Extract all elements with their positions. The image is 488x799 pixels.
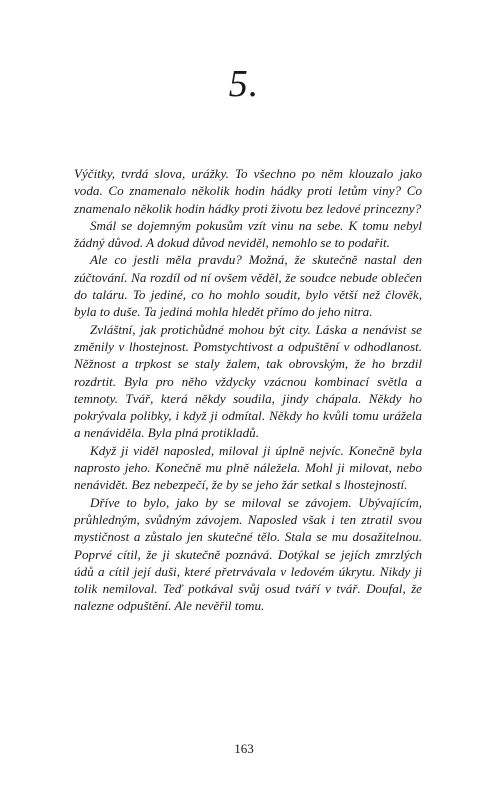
body-text — [74, 165, 422, 615]
paragraph: Zvláštní, jak protichůdné mohou být city. Láska a nenávist se změnily v lhostejnost. Pomstychtivost a odpuštění v odhodlanost. Něžnost a trpkost se staly žalem, tak obrovským, že ho brzdil rozdrtit. Byla pro něho vždycky vzácnou kombinací světla a temnoty. Tvář, která někdy soudila, jindy chápala. Někdy ho pokrývala polibky, i když ji odmítal. Někdy ho kvůli tomu urážela a nenáviděla. Byla plná protikladů. — [74, 321, 422, 441]
paragraph: Ale co jestli měla pravdu? Možná, že skutečně nastal den zúčtování. Na rozdíl od ní ovšem věděl, že soudce nebude oblečen do taláru. To jediné, co ho mohlo soudit, bylo větší než člověk, byla to duše. Ta jediná mohla hledět přímo do jeho nitra. — [74, 252, 422, 320]
paragraph: Smál se dojemným pokusům vzít vinu na sebe. K tomu nebyl žádný důvod. A dokud důvod neviděl, nemohlo se to podařit. — [74, 217, 422, 251]
paragraph: Dříve to bylo, jako by se miloval se závojem. Ubývajícím, průhledným, svůdným závojem. Naposled však i ten ztratil svou mystičnost a zůstalo jen skutečné tělo. Stala se mu dosažitelnou. Poprvé cítil, že ji skutečně poznává. Dotýkal se jejích zmrzlých údů a cítil její duši, které přetrvávala v ledovém úkrytu. Nikdy ji tolik nemiloval. Teď potkával svůj osud tváří v tvář. Doufal, že nalezne odpuštění. Ale nevěřil tomu. — [74, 494, 422, 614]
chapter-number: 5. — [228, 63, 260, 105]
paragraph: Výčitky, tvrdá slova, urážky. To všechno po něm klouzalo jako voda. Co znamenalo několik hodin hádky proti letům viny? Co znamenalo několik hodin hádky proti životu bez ledové princezny? — [74, 166, 422, 216]
page-number: 163 — [234, 741, 254, 756]
paragraph: Když ji viděl naposled, miloval ji úplně nejvíc. Konečně byla naprosto jeho. Konečně mu plně náležela. Mohl ji milovat, nebo nenávidět. Bez nebezpečí, že by se jeho žár setkal s lhostejností. — [74, 442, 422, 493]
